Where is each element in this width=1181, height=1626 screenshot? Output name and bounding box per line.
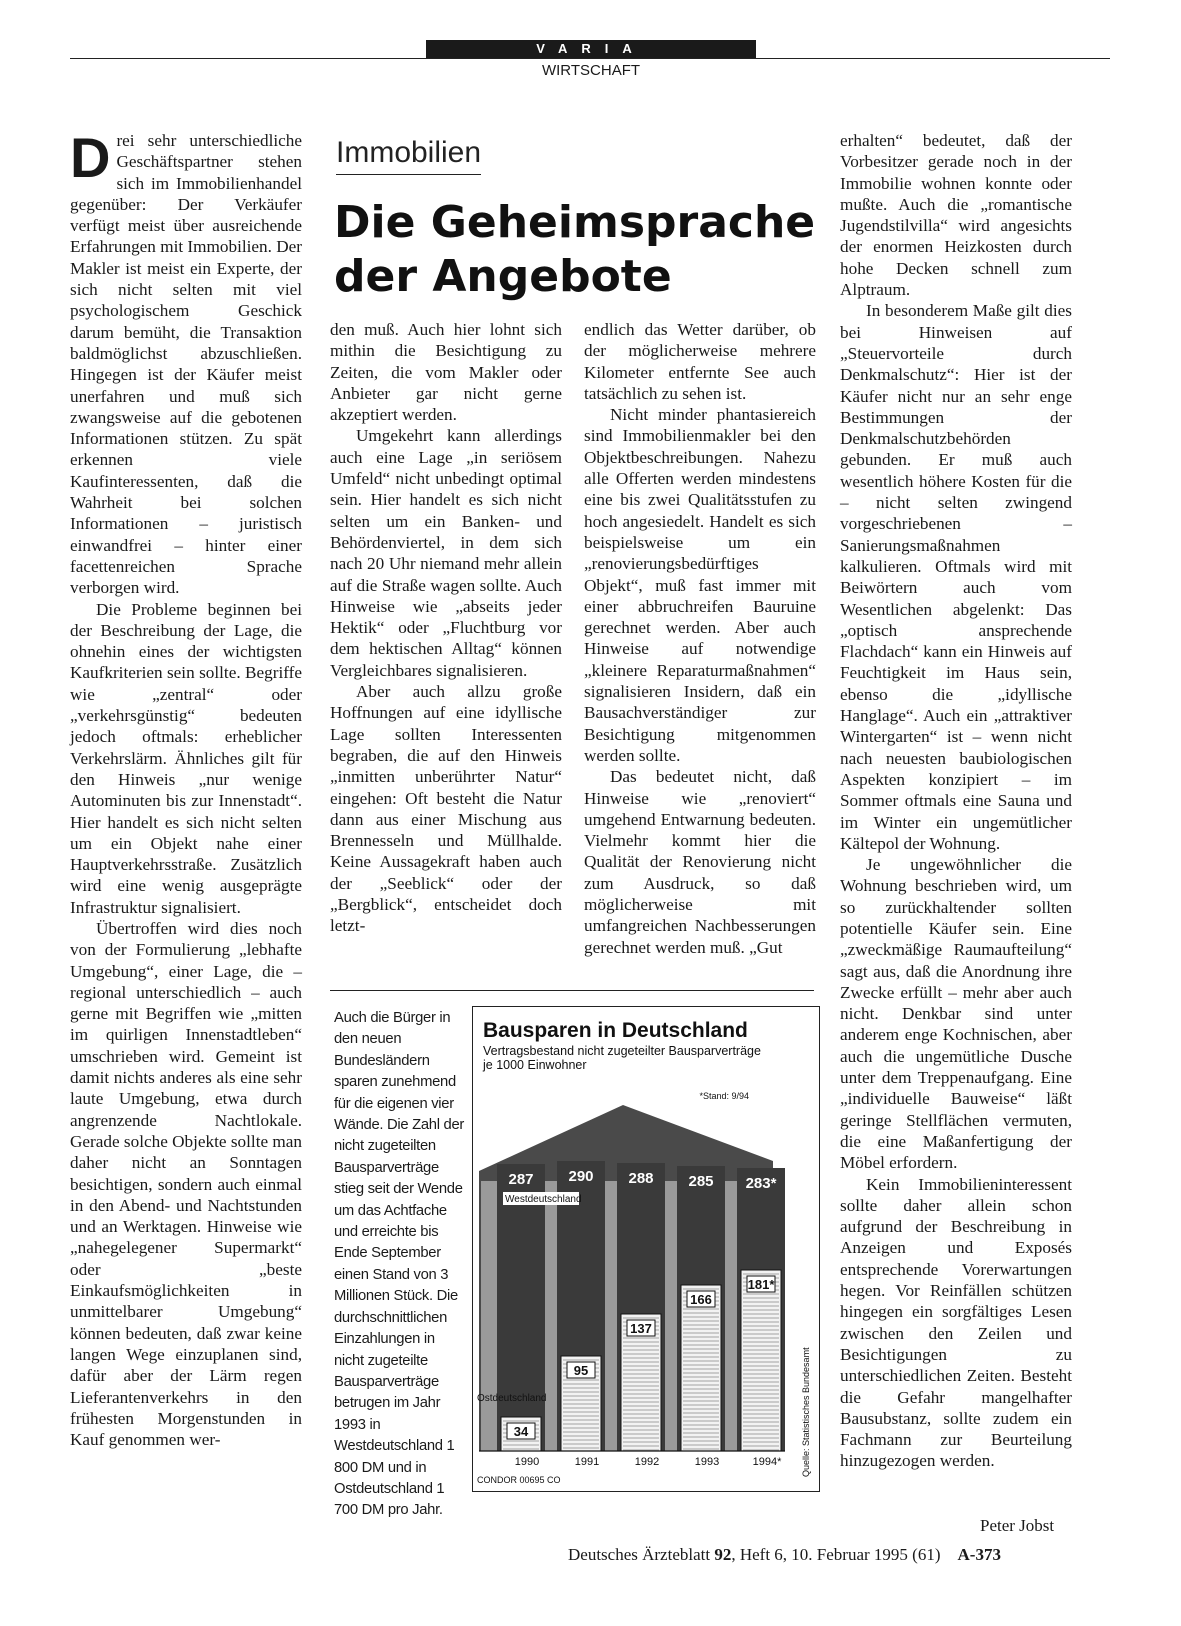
column-1 [70,126,302,1450]
chart-caption: Auch die Bürger in den neuen Bundesländern sparen zunehmend für die eigenen vier Wände. Die Zahl der nicht zugeteilten Bausparverträge stieg seit der Wende um das Achtfache und erreichte bis Ende September einen Stand von 3 Millionen Stück. Die durchschnittlichen Einzahlungen in nicht zugeteilte Bausparverträge betrugen im Jahr 1993 in Westdeutschland 1 800 DM und in Ostdeutschland 1 700 DM pro Jahr. [334,1010,465,1519]
footer-page: A-373 [957,1545,1001,1564]
footer-volume: 92 [714,1545,732,1564]
paragraph: Übertroffen wird dies noch von der Formulierung „lebhafte Umgebung“, einer Lage, die – regional unterschiedlich – auch gerne mit Begriffen wie „mitten im quirligen Innenstadtleben“ umschrieben wird. Gemeint ist damit nichts anderes als eine sehr laute Umgebung, etwa durch angrenzende Nachtlokale. Gerade solche Objekte sollte man daher nicht an Sonntagen besichtigen, sondern auch einmal in den Abend- und Nachtstunden und an Werktagen. Hinweise wie „nahegelegener Supermarkt“ oder „beste Einkaufsmöglichkeiten in unmittelbarer Umgebung“ können bedeuten, daß zwar keine langen Wege einzuplanen sind, dafür aber der Lärm regen Lieferantenverkehrs in den frühesten Morgenstunden in Kauf genommen wer- [70,918,302,1450]
footer-journal: Deutsches Ärzteblatt [568,1545,711,1564]
paragraph: Nicht minder phantasiereich sind Immobilienmakler bei den Objektbeschreibungen. Nahezu alle Offerten werden mindestens eine bis zwei Qualitätsstufen zu hoch angesiedelt. Handelt es sich beispielsweise um ein „renovierungsbedürftiges Objekt“, muß fast immer mit einer abbruchreifen Bauruine gerechnet werden. Aber auch Hinweise auf notwendige „kleinere Reparaturmaßnahmen“ signalisieren Insidern, daß ein Bausachverständiger zur Besichtigung mitgenommen werden sollte. [584,405,816,765]
subsection-label: WIRTSCHAFT [541,62,641,79]
x-tick-label: 1993 [694,1456,720,1468]
article-headline: Die Geheimsprache der Angebote [334,197,816,302]
west-value-label: 283* [745,1175,777,1192]
paragraph: In besonderem Maße gilt dies bei Hinweisen auf „Steuervorteile durch Denkmalschutz“: Hier ist der Käufer nicht nur an sehr enge Bestimmungen der Denkmalschutzbehörden gebunden. Er muß auch wesentlich höhere Kosten für die – nicht selten zwingend vorgeschriebenen – Sanierungsmaßnahmen kalkulieren. Oftmals wird mit Beiwörtern auch vom Wesentlichen abgelenkt: Das „optisch ansprechende Flachdach“ kann ein Hinweis auf Feuchtigkeit im Haus sein, ebenso die „idyllische Hanglage“. Auch ein „attraktiver Wintergarten“ ist – wenn nicht nach neuesten baubiologischen Aspekten konzipiert – im Sommer oftmals eine Sauna und im Winter ein ungemütlicher Kältepol der Wohnung. [840,301,1072,853]
east-value-label: 166 [690,1292,712,1307]
chart-subtitle: Vertragsbestand nicht zugeteilter Bausparverträge [483,1044,761,1058]
kicker-rule [336,174,481,175]
west-value-label: 287 [508,1171,534,1188]
east-value-label: 137 [630,1321,652,1336]
header-rule [70,58,1110,59]
paragraph: Je ungewöhnlicher die Wohnung beschrieben wird, um so zurückhaltender sollten potentielle Käufer sein. Eine „zweckmäßige Raumaufteilung“ sagt aus, daß die Anordnung ihre Zwecke erfüllt – mehr aber auch nicht. Denkbar sind unter anderem enge Kochnischen, aber auch die ungemütliche Dusche unter dem Treppenaufgang. Eine „individuelle Bauweise“ läßt geringe Stellflächen vermuten, die eine Maßanfertigung der Möbel erfordern. [840,855,1072,1173]
chart-box [472,1006,820,1492]
west-bar [497,1164,545,1451]
x-tick-label: 1991 [574,1456,600,1468]
east-value-label: 181* [747,1277,775,1292]
legend-west: Westdeutschland [505,1194,582,1205]
column-2 [330,319,562,937]
footer-issue: , Heft 6, 10. Februar 1995 (61) [731,1545,941,1564]
x-tick-label: 1994* [752,1456,782,1468]
chart-note: *Stand: 9/94 [699,1091,749,1101]
section-label: VARIA [426,40,756,58]
dropcap: D [70,126,111,189]
box-rule [330,990,814,991]
east-value-label: 95 [573,1363,589,1378]
chart-credit: CONDOR 00695 CO [477,1475,561,1485]
author-byline: Peter Jobst [980,1516,1055,1535]
east-value-label: 34 [513,1424,529,1439]
x-tick-label: 1992 [634,1456,660,1468]
east-bar [681,1285,721,1451]
west-value-label: 290 [568,1168,594,1185]
legend-east: Ostdeutschland [477,1393,547,1404]
east-bar [741,1270,781,1451]
paragraph: Kein Immobilieninteressent sollte daher allein schon aufgrund der Beschreibung in Anzeigen und Exposés entsprechende Vorerwartungen hegen. Vor Reinfällen schützen hingegen ein sorgfältiges Lesen zwischen den Zeilen und Besichtigungen zu unterschiedlichen Zeiten. Besteht die Gefahr mangelhafter Bausubstanz, sollte zudem ein Fachmann zur Beurteilung hinzugezogen werden. [840,1174,1072,1471]
paragraph: Umgekehrt kann allerdings auch eine Lage „in seriösem Umfeld“ nicht unbedingt optimal sein. Hier handelt es sich nicht selten um ein Banken- und Behördenviertel, in dem sich nach 20 Uhr niemand mehr allein auf die Straße wagen sollte. Auch Hinweise wie „abseits jeder Hektik“ oder „Fluchtburg vor dem hektischen Alltag“ können Vergleichbares signalisieren. [330,426,562,680]
article-kicker: Immobilien [336,136,482,169]
column-3 [584,319,816,958]
paragraph: endlich das Wetter darüber, ob der möglicherweise mehrere Kilometer entfernte See auch tatsächlich zu sehen ist. [584,320,816,403]
bar-chart [473,1007,819,1491]
paragraph: Die Probleme beginnen bei der Beschreibung der Lage, die ohnehin eines der wichtigsten Kaufkriterien sein sollte. Begriffe wie „zentral“ oder „verkehrsgünstig“ bedeuten jedoch oftmals: erheblicher Verkehrslärm. Ähnliches gilt für den Hinweis „nur wenige Autominuten bis zur Innenstadt“. Hier handelt es sich nicht selten um ein Objekt nahe einer Hauptverkehrsstraße. Zusätzlich wird eine wenig ausgeprägte Infrastruktur signalisiert. [70,599,302,917]
paragraph: Das bedeutet nicht, daß Hinweise wie „renoviert“ umgehend Entwarnung bedeuten. Vielmehr kommt hier die Qualität der Renovierung nicht zum Ausdruck, so daß möglicherweise mit umfangreichen Nachbesserungen gerechnet werden muß. „Gut [584,767,816,957]
chart-source: Quelle: Statistisches Bundesamt [801,1347,811,1477]
paragraph: rei sehr unterschiedliche Geschäftspartner stehen sich im Immobilienhandel gegenüber: Der Verkäufer verfügt meist über ausreichende Erfahrungen mit Immobilien. Der Makler ist meist ein Experte, der sich nicht selten mit viel psychologischem Geschick darum bemüht, die Transaktion baldmöglichst abzuschließen. Hingegen ist der Käufer meist unerfahren und muß sich zwangsweise auf die gebotenen Informationen stützen. Zu spät erkennen viele Kaufinteressenten, daß die Wahrheit bei solchen Informationen – juristisch einwandfrei – hinter einer facettenreichen Sprache verborgen wird. [70,131,302,598]
paragraph: Aber auch allzu große Hoffnungen auf eine idyllische Lage sollten Interessenten begraben, die auf den Hinweis „inmitten unberührter Natur“ eingehen: Oft besteht die Natur dann aus einer Mischung aus Brennesseln und Müllhalde. Keine Aussagekraft haben auch der „Seeblick“ oder der „Bergblick“, entscheidet doch letzt- [330,682,562,936]
west-value-label: 288 [628,1170,654,1187]
page-footer [568,1545,1001,1565]
west-value-label: 285 [688,1173,714,1190]
chart-subtitle: je 1000 Einwohner [483,1058,587,1072]
x-tick-label: 1990 [514,1456,540,1468]
paragraph: erhalten“ bedeutet, daß der Vorbesitzer gerade noch in der Immobilie wohnen konnte oder mußte. Auch die „romantische Jugendstilvilla“ wird angesichts der enormen Heizkosten durch hohe Decken schnell zum Alptraum. [840,131,1072,300]
column-4 [840,130,1072,1472]
paragraph: den muß. Auch hier lohnt sich mithin die Besichtigung zu Zeiten, die vom Makler oder Anbieter gar nicht gerne akzeptiert werden. [330,320,562,425]
chart-title: Bausparen in Deutschland [483,1019,748,1042]
